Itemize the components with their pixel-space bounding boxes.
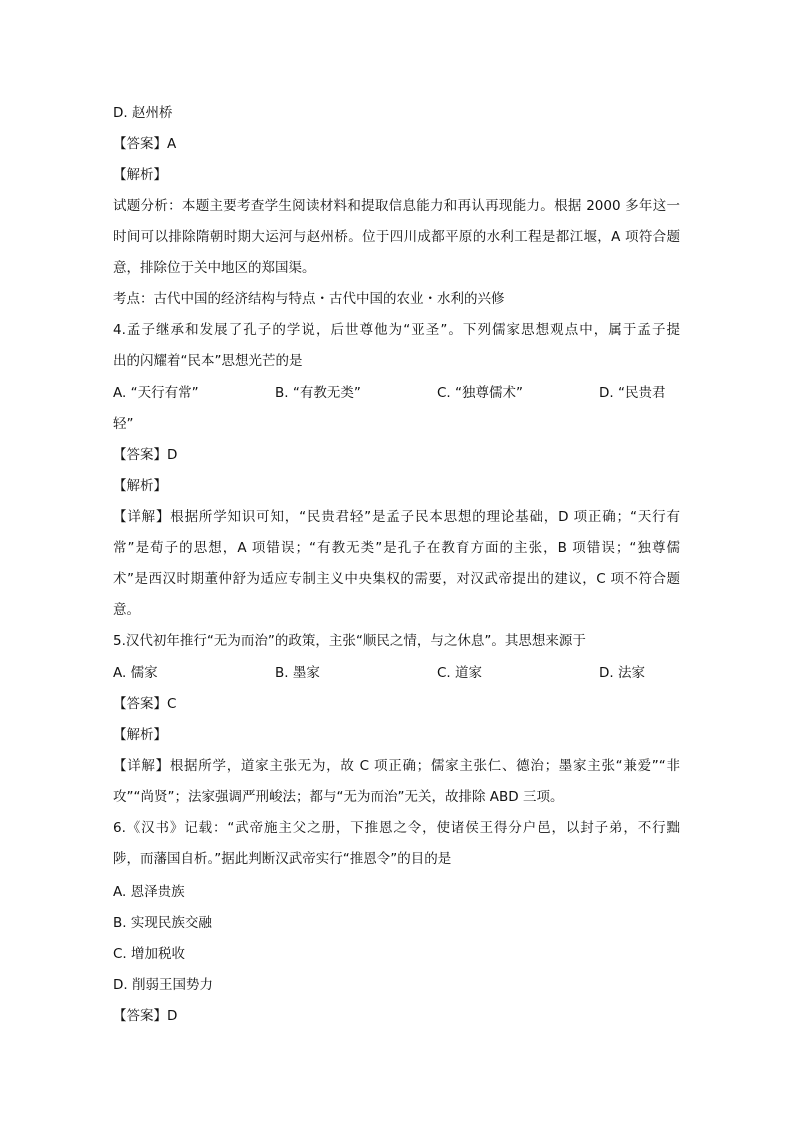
answer-q4: 【答案】D: [113, 447, 178, 463]
question-4: 4.孟子继承和发展了孔子的学说，后世尊他为“亚圣”。下列儒家思想观点中，属于孟子提: [113, 322, 680, 338]
question-5: 5.汉代初年推行“无为而治”的政策，主张“顺民之情，与之休息”。其思想来源于: [113, 633, 586, 649]
option-d-q5: D. 法家: [599, 665, 645, 681]
option-d-q6: D. 削弱王国势力: [113, 977, 213, 993]
key-points-q3: 考点：古代中国的经济结构与特点・古代中国的农业・水利的兴修: [113, 291, 505, 307]
analysis-heading-q5: 【解析】: [113, 727, 167, 743]
option-c-q6: C. 增加税收: [113, 946, 186, 962]
question-4: 出的闪耀着“民本”思想光芒的是: [113, 353, 303, 369]
option-b-q5: B. 墨家: [275, 665, 320, 681]
option-d-q4: D. “民贵君: [599, 385, 666, 401]
question-6: 6.《汉书》记载：“武帝施主父之册，下推恩之令，使诸侯王得分户邑，以封子弟，不行黜: [113, 820, 680, 836]
analysis-text-q3: 时间可以排除隋朝时期大运河与赵州桥。位于四川成都平原的水利工程是都江堰，A 项符合题: [113, 229, 680, 245]
option-a-q4: A. “天行有常”: [113, 385, 199, 401]
answer-q6: 【答案】D: [113, 1008, 178, 1024]
analysis-text-q3: 试题分析：本题主要考查学生阅读材料和提取信息能力和再认再现能力。根据 2000 多年这一: [113, 198, 680, 214]
answer-q5: 【答案】C: [113, 696, 177, 712]
analysis-text-q4: 【详解】根据所学知识可知，“民贵君轻”是孟子民本思想的理论基础，D 项正确；“天行有: [113, 509, 680, 525]
option-b-q6: B. 实现民族交融: [113, 915, 212, 931]
analysis-text-q3: 意，排除位于关中地区的郑国渠。: [113, 260, 316, 276]
analysis-heading-q3: 【解析】: [113, 167, 167, 183]
analysis-text-q4: 术”是西汉时期董仲舒为适应专制主义中央集权的需要，对汉武帝提出的建议，C 项不符合题: [113, 571, 680, 587]
option-b-q4: B. “有教无类”: [275, 385, 361, 401]
analysis-text-q5: 【详解】根据所学，道家主张无为，故 C 项正确；儒家主张仁、德治；墨家主张“兼爱”“非: [113, 758, 680, 774]
option-c-q4: C. “独尊儒术”: [437, 385, 523, 401]
analysis-text-q5: 攻”“尚贤”；法家强调严刑峻法；都与“无为而治”无关，故排除 ABD 三项。: [113, 789, 564, 805]
analysis-heading-q4: 【解析】: [113, 478, 167, 494]
option-a-q5: A. 儒家: [113, 665, 158, 681]
analysis-text-q4: 常”是荀子的思想，A 项错误；“有教无类”是孔子在教育方面的主张，B 项错误；“独尊儒: [113, 540, 680, 556]
analysis-text-q4: 意。: [113, 602, 140, 618]
question-6: 陟，而藩国自析。”据此判断汉武帝实行“推恩令”的目的是: [113, 851, 452, 867]
answer-q3: 【答案】A: [113, 136, 177, 152]
option-a-q6: A. 恩泽贵族: [113, 884, 185, 900]
option-d-q4-cont: 轻”: [113, 416, 134, 432]
option-d-q3: D. 赵州桥: [113, 105, 173, 121]
option-c-q5: C. 道家: [437, 665, 483, 681]
